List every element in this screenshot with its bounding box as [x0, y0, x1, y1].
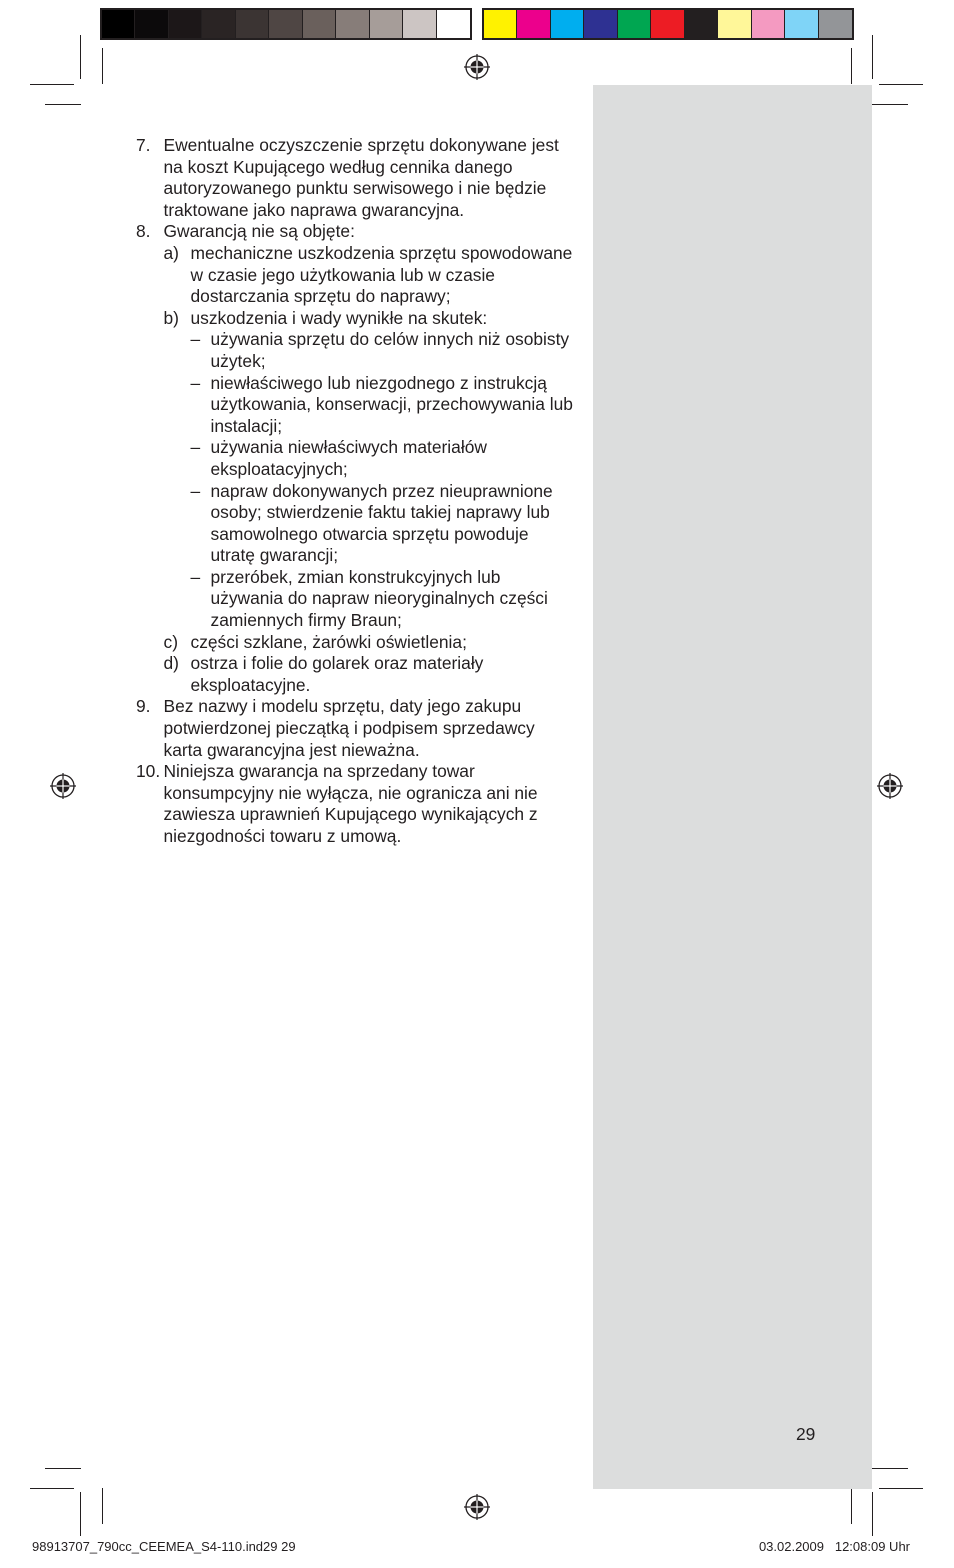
dash-item-text: niewłaściwego lub niezgodnego z instrukcją użytkowania, konserwacji, przechowywania lub instalacji;: [210, 372, 573, 436]
sub-item: [164, 308, 577, 632]
color-swatch: [303, 10, 336, 38]
color-swatch: [551, 10, 584, 38]
color-swatch: [752, 10, 785, 38]
sub-item-text: części szklane, żarówki oświetlenia;: [190, 631, 467, 652]
print-slug-file: 98913707_790cc_CEEMEA_S4-110.ind29 29: [32, 1539, 296, 1554]
sub-item-text: mechaniczne uszkodzenia sprzętu spowodowane w czasie jego użytkowania lub w czasie dostarczania sprzętu do naprawy;: [190, 242, 573, 307]
sub-item-text: uszkodzenia i wady wynikłe na skutek:: [190, 307, 488, 328]
list-item: [136, 696, 576, 761]
color-swatch: [336, 10, 369, 38]
item-number: 9.: [136, 696, 151, 717]
crop-mark: [30, 1488, 74, 1489]
crop-mark: [851, 1488, 852, 1524]
dash-item-text: przeróbek, zmian konstrukcyjnych lub używania do napraw nieoryginalnych części zamiennych firmy Braun;: [210, 566, 548, 631]
dash-item: [191, 481, 577, 567]
color-swatch: [403, 10, 436, 38]
side-panel: [593, 85, 872, 1489]
color-swatch: [169, 10, 202, 38]
color-swatch: [236, 10, 269, 38]
color-swatch: [685, 10, 718, 38]
dash-item: [191, 437, 577, 480]
item-text: Bez nazwy i modelu sprzętu, daty jego zakupu potwierdzonej pieczątką i podpisem sprzedawcy karta gwarancyjna jest nieważna.: [163, 696, 535, 760]
item-text: Gwarancją nie są objęte:: [163, 221, 355, 242]
sub-item: [164, 243, 577, 308]
dash-item: [191, 329, 577, 372]
item-text: Ewentualne oczyszczenie sprzętu dokonywane jest na koszt Kupującego według cennika danego autoryzowanego punktu serwisowego i nie będzie traktowane jako naprawa gwarancyjna.: [163, 135, 559, 220]
list-item: [136, 761, 576, 847]
dash-mark: –: [190, 566, 201, 587]
registration-mark-icon: [50, 773, 76, 799]
sub-item-letter: d): [163, 653, 179, 674]
color-swatch: [651, 10, 684, 38]
list-item: [136, 135, 576, 221]
crop-mark: [879, 1488, 923, 1489]
dash-item: [191, 567, 577, 632]
list-item: [136, 221, 576, 696]
registration-mark-icon: [464, 54, 490, 80]
crop-mark: [872, 35, 873, 79]
crop-mark: [872, 1492, 873, 1536]
color-swatch: [437, 10, 470, 38]
dash-mark: –: [190, 329, 201, 350]
registration-mark-icon: [464, 1494, 490, 1520]
crop-mark: [879, 84, 923, 85]
dash-item: [191, 373, 577, 438]
registration-mark-icon: [877, 773, 903, 799]
crop-mark: [872, 1468, 908, 1469]
color-swatch: [517, 10, 550, 38]
crop-mark: [80, 35, 81, 79]
dash-item-text: napraw dokonywanych przez nieuprawnione osoby; stwierdzenie faktu takiej naprawy lub samowolnego otwarcia sprzętu powoduje utratę gwarancji;: [210, 480, 553, 566]
print-slug-date: 03.02.2009 12:08:09 Uhr: [758, 1539, 910, 1554]
dash-item-text: używania sprzętu do celów innych niż osobisty użytek;: [210, 329, 570, 371]
color-swatch: [584, 10, 617, 38]
dash-mark: –: [190, 437, 201, 458]
sub-item: [164, 653, 577, 696]
crop-mark: [102, 48, 103, 84]
color-swatch: [785, 10, 818, 38]
crop-mark: [102, 1488, 103, 1524]
color-swatch: [269, 10, 302, 38]
sub-item-letter: b): [163, 307, 179, 328]
dash-mark: –: [190, 372, 201, 393]
item-text: Niniejsza gwarancja na sprzedany towar konsumpcyjny nie wyłącza, nie ogranicza ani nie zawiesza uprawnień Kupującego wynikających z niezgodności towaru z umową.: [163, 761, 538, 846]
crop-mark: [45, 104, 81, 105]
color-swatch: [202, 10, 235, 38]
item-number: 10.: [136, 761, 161, 782]
color-swatch: [370, 10, 403, 38]
color-swatch: [102, 10, 135, 38]
page-number: 29: [796, 1424, 816, 1444]
crop-mark: [872, 104, 908, 105]
item-number: 7.: [136, 135, 151, 155]
sub-item: [164, 632, 577, 654]
color-swatch: [819, 10, 852, 38]
color-swatch: [618, 10, 651, 38]
crop-mark: [45, 1468, 81, 1469]
crop-mark: [80, 1492, 81, 1536]
color-swatch: [718, 10, 751, 38]
color-swatch: [484, 10, 517, 38]
color-swatch: [135, 10, 168, 38]
process-color-bar: [482, 8, 854, 40]
crop-mark: [851, 48, 852, 84]
item-number: 8.: [136, 221, 151, 242]
warranty-terms-list: [136, 135, 576, 848]
dash-item-text: używania niewłaściwych materiałów eksploatacyjnych;: [210, 437, 487, 479]
grayscale-color-bar: [100, 8, 472, 40]
crop-mark: [30, 84, 74, 85]
sub-item-text: ostrza i folie do golarek oraz materiały eksploatacyjne.: [190, 653, 484, 695]
sub-item-letter: c): [163, 631, 178, 652]
dash-mark: –: [190, 480, 201, 501]
sub-item-letter: a): [163, 242, 179, 263]
